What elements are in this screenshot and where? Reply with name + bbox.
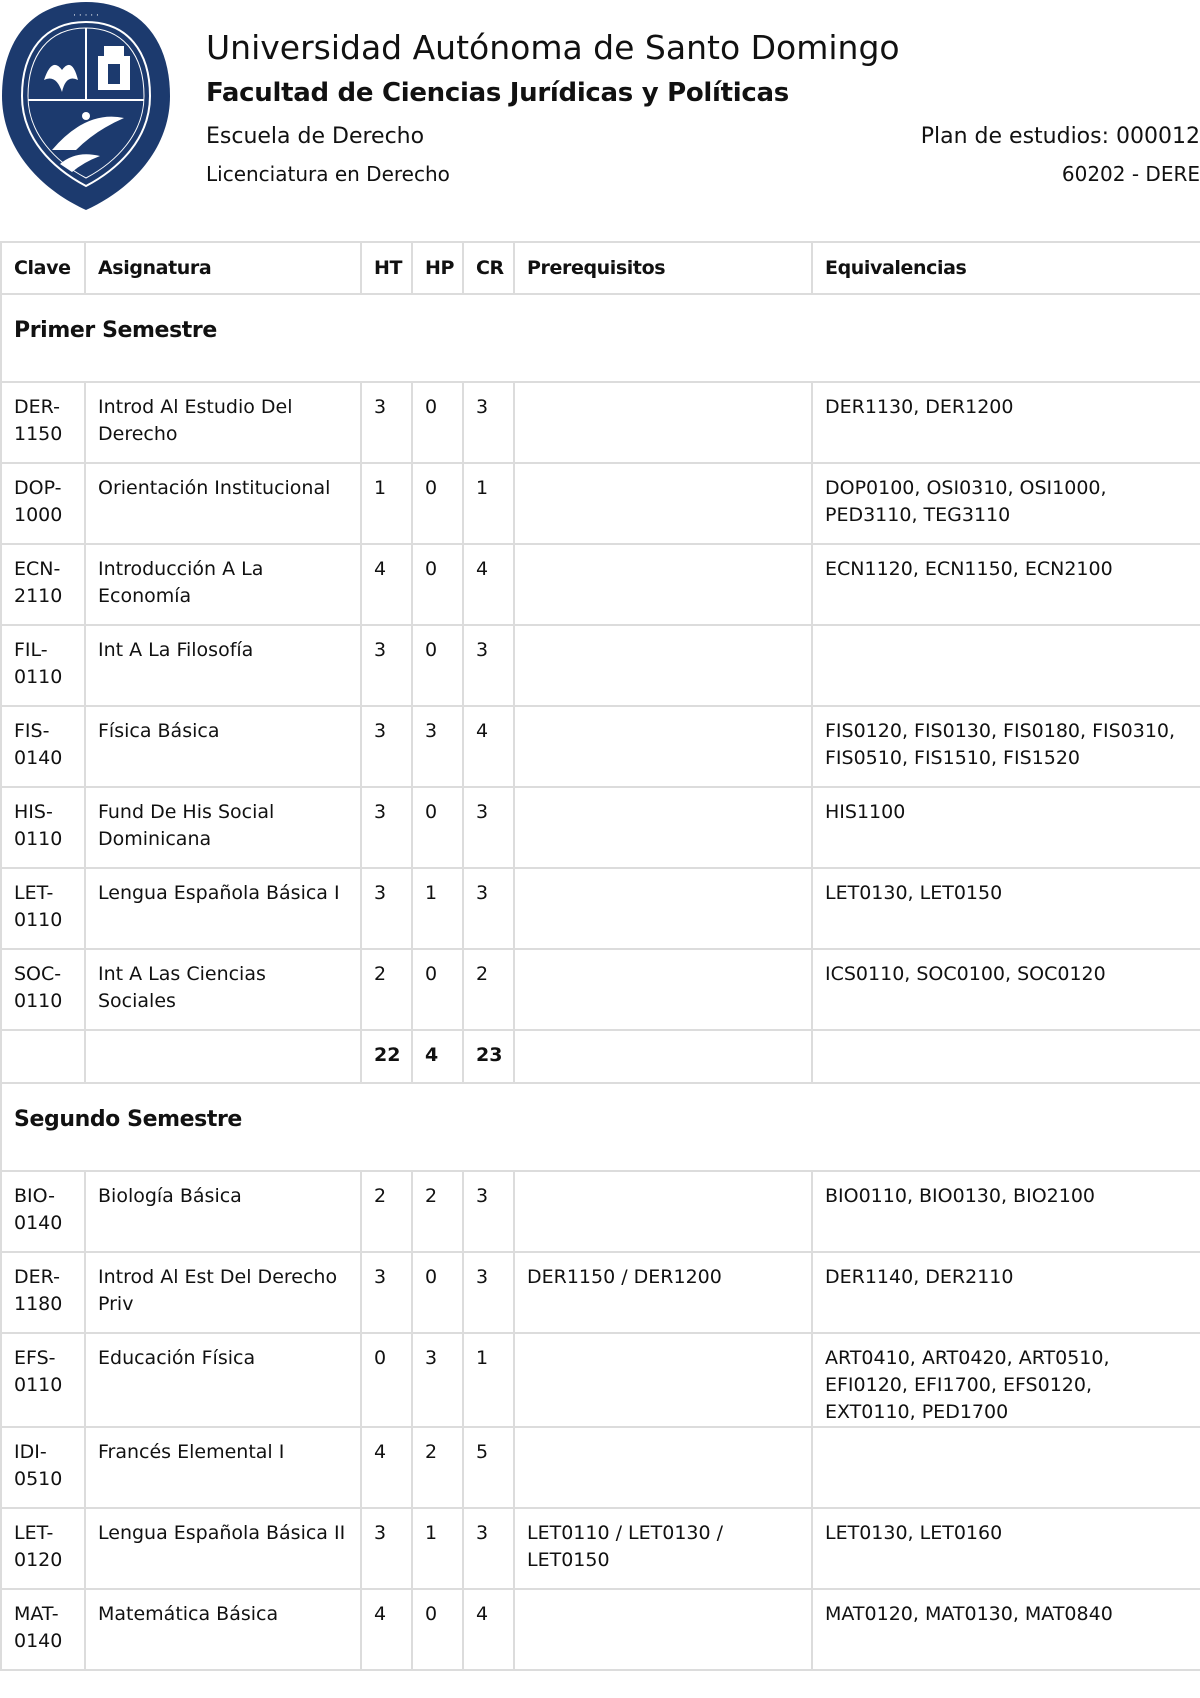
column-header-prerequisitos: Prerequisitos bbox=[514, 242, 812, 294]
column-header-asignatura: Asignatura bbox=[85, 242, 361, 294]
course-prerequisites bbox=[514, 382, 812, 463]
course-code: IDI-0510 bbox=[1, 1427, 85, 1508]
course-hp: 0 bbox=[412, 625, 463, 706]
column-header-ht: HT bbox=[361, 242, 412, 294]
course-code: ECN-2110 bbox=[1, 544, 85, 625]
semester-title: Segundo Semestre bbox=[1, 1083, 1200, 1171]
table-row bbox=[1, 1333, 1200, 1427]
course-cr: 3 bbox=[463, 787, 514, 868]
semester-totals-row bbox=[1, 1030, 1200, 1083]
course-ht: 3 bbox=[361, 787, 412, 868]
course-hp: 0 bbox=[412, 949, 463, 1030]
course-hp: 0 bbox=[412, 1252, 463, 1333]
course-ht: 4 bbox=[361, 544, 412, 625]
course-equivalences: MAT0120, MAT0130, MAT0840 bbox=[812, 1589, 1200, 1670]
semester-header-row bbox=[1, 294, 1200, 382]
total-ht: 22 bbox=[361, 1030, 412, 1083]
column-header-equivalencias: Equivalencias bbox=[812, 242, 1200, 294]
course-ht: 2 bbox=[361, 1171, 412, 1252]
course-cr: 1 bbox=[463, 1333, 514, 1427]
table-row bbox=[1, 1171, 1200, 1252]
course-equivalences: LET0130, LET0160 bbox=[812, 1508, 1200, 1589]
table-row bbox=[1, 706, 1200, 787]
semester-title: Primer Semestre bbox=[1, 294, 1200, 382]
course-prerequisites: LET0110 / LET0130 / LET0150 bbox=[514, 1508, 812, 1589]
course-name: Introd Al Est Del Derecho Priv bbox=[85, 1252, 361, 1333]
course-ht: 3 bbox=[361, 1252, 412, 1333]
course-name: Int A La Filosofía bbox=[85, 625, 361, 706]
course-prerequisites bbox=[514, 1333, 812, 1427]
course-hp: 0 bbox=[412, 787, 463, 868]
column-header-hp: HP bbox=[412, 242, 463, 294]
course-cr: 4 bbox=[463, 1589, 514, 1670]
course-ht: 3 bbox=[361, 382, 412, 463]
course-hp: 1 bbox=[412, 868, 463, 949]
course-cr: 5 bbox=[463, 1427, 514, 1508]
course-ht: 2 bbox=[361, 949, 412, 1030]
course-equivalences: BIO0110, BIO0130, BIO2100 bbox=[812, 1171, 1200, 1252]
course-ht: 3 bbox=[361, 1508, 412, 1589]
course-cr: 2 bbox=[463, 949, 514, 1030]
faculty-name: Facultad de Ciencias Jurídicas y Políticas bbox=[206, 78, 789, 108]
course-cr: 3 bbox=[463, 1508, 514, 1589]
course-hp: 0 bbox=[412, 544, 463, 625]
course-equivalences: FIS0120, FIS0130, FIS0180, FIS0310, FIS0510, FIS1510, FIS1520 bbox=[812, 706, 1200, 787]
course-code: BIO-0140 bbox=[1, 1171, 85, 1252]
course-ht: 1 bbox=[361, 463, 412, 544]
course-code: EFS-0110 bbox=[1, 1333, 85, 1427]
column-header-cr: CR bbox=[463, 242, 514, 294]
course-prerequisites bbox=[514, 625, 812, 706]
table-header-row bbox=[1, 242, 1200, 294]
course-prerequisites bbox=[514, 868, 812, 949]
course-hp: 2 bbox=[412, 1427, 463, 1508]
course-name: Orientación Institucional bbox=[85, 463, 361, 544]
course-code: LET-0110 bbox=[1, 868, 85, 949]
course-prerequisites bbox=[514, 1427, 812, 1508]
empty-cell bbox=[514, 1030, 812, 1083]
table-row bbox=[1, 625, 1200, 706]
course-prerequisites bbox=[514, 949, 812, 1030]
total-hp: 4 bbox=[412, 1030, 463, 1083]
table-row bbox=[1, 1508, 1200, 1589]
course-prerequisites bbox=[514, 787, 812, 868]
university-seal-icon bbox=[0, 0, 172, 212]
course-code: FIS-0140 bbox=[1, 706, 85, 787]
column-header-clave: Clave bbox=[1, 242, 85, 294]
course-hp: 3 bbox=[412, 706, 463, 787]
course-cr: 3 bbox=[463, 382, 514, 463]
course-equivalences: DER1130, DER1200 bbox=[812, 382, 1200, 463]
course-equivalences: DER1140, DER2110 bbox=[812, 1252, 1200, 1333]
course-hp: 0 bbox=[412, 382, 463, 463]
course-ht: 3 bbox=[361, 706, 412, 787]
table-row bbox=[1, 544, 1200, 625]
course-cr: 3 bbox=[463, 1171, 514, 1252]
course-equivalences: ECN1120, ECN1150, ECN2100 bbox=[812, 544, 1200, 625]
course-prerequisites bbox=[514, 1589, 812, 1670]
course-equivalences: DOP0100, OSI0310, OSI1000, PED3110, TEG3110 bbox=[812, 463, 1200, 544]
course-code: SOC-0110 bbox=[1, 949, 85, 1030]
course-name: Francés Elemental I bbox=[85, 1427, 361, 1508]
course-name: Fund De His Social Dominicana bbox=[85, 787, 361, 868]
school-name: Escuela de Derecho bbox=[206, 124, 425, 149]
course-name: Matemática Básica bbox=[85, 1589, 361, 1670]
course-ht: 4 bbox=[361, 1589, 412, 1670]
study-plan-label: Plan de estudios: 000012 bbox=[920, 124, 1200, 149]
svg-text:· · · · ·: · · · · · bbox=[73, 11, 99, 21]
course-equivalences: HIS1100 bbox=[812, 787, 1200, 868]
course-name: Int A Las Ciencias Sociales bbox=[85, 949, 361, 1030]
course-name: Biología Básica bbox=[85, 1171, 361, 1252]
course-equivalences: ART0410, ART0420, ART0510, EFI0120, EFI1700, EFS0120, EXT0110, PED1700 bbox=[812, 1333, 1200, 1427]
university-name: Universidad Autónoma de Santo Domingo bbox=[206, 28, 900, 67]
course-name: Introducción A La Economía bbox=[85, 544, 361, 625]
course-prerequisites bbox=[514, 463, 812, 544]
course-equivalences bbox=[812, 625, 1200, 706]
table-row bbox=[1, 787, 1200, 868]
course-code: MAT-0140 bbox=[1, 1589, 85, 1670]
course-ht: 4 bbox=[361, 1427, 412, 1508]
course-code: LET-0120 bbox=[1, 1508, 85, 1589]
course-code: FIL-0110 bbox=[1, 625, 85, 706]
total-cr: 23 bbox=[463, 1030, 514, 1083]
course-cr: 3 bbox=[463, 868, 514, 949]
program-code: 60202 - DERE bbox=[1061, 162, 1200, 186]
course-code: DER-1180 bbox=[1, 1252, 85, 1333]
course-name: Educación Física bbox=[85, 1333, 361, 1427]
table-row bbox=[1, 1252, 1200, 1333]
course-cr: 1 bbox=[463, 463, 514, 544]
course-cr: 4 bbox=[463, 706, 514, 787]
course-hp: 2 bbox=[412, 1171, 463, 1252]
course-name: Introd Al Estudio Del Derecho bbox=[85, 382, 361, 463]
semester-header-row bbox=[1, 1083, 1200, 1171]
course-code: DER-1150 bbox=[1, 382, 85, 463]
course-prerequisites: DER1150 / DER1200 bbox=[514, 1252, 812, 1333]
course-cr: 3 bbox=[463, 1252, 514, 1333]
course-hp: 1 bbox=[412, 1508, 463, 1589]
table-row bbox=[1, 382, 1200, 463]
course-hp: 3 bbox=[412, 1333, 463, 1427]
table-row bbox=[1, 1589, 1200, 1670]
course-ht: 0 bbox=[361, 1333, 412, 1427]
degree-name: Licenciatura en Derecho bbox=[206, 162, 450, 186]
course-hp: 0 bbox=[412, 1589, 463, 1670]
course-equivalences bbox=[812, 1427, 1200, 1508]
empty-cell bbox=[1, 1030, 85, 1083]
course-name: Lengua Española Básica II bbox=[85, 1508, 361, 1589]
course-cr: 3 bbox=[463, 625, 514, 706]
course-prerequisites bbox=[514, 544, 812, 625]
table-row bbox=[1, 868, 1200, 949]
course-code: DOP-1000 bbox=[1, 463, 85, 544]
course-cr: 4 bbox=[463, 544, 514, 625]
course-code: HIS-0110 bbox=[1, 787, 85, 868]
course-name: Lengua Española Básica I bbox=[85, 868, 361, 949]
table-row bbox=[1, 1427, 1200, 1508]
table-row bbox=[1, 949, 1200, 1030]
course-hp: 0 bbox=[412, 463, 463, 544]
course-ht: 3 bbox=[361, 625, 412, 706]
table-row bbox=[1, 463, 1200, 544]
course-prerequisites bbox=[514, 706, 812, 787]
course-equivalences: ICS0110, SOC0100, SOC0120 bbox=[812, 949, 1200, 1030]
course-equivalences: LET0130, LET0150 bbox=[812, 868, 1200, 949]
empty-cell bbox=[812, 1030, 1200, 1083]
course-name: Física Básica bbox=[85, 706, 361, 787]
course-prerequisites bbox=[514, 1171, 812, 1252]
course-ht: 3 bbox=[361, 868, 412, 949]
curriculum-table bbox=[0, 241, 1200, 1671]
empty-cell bbox=[85, 1030, 361, 1083]
